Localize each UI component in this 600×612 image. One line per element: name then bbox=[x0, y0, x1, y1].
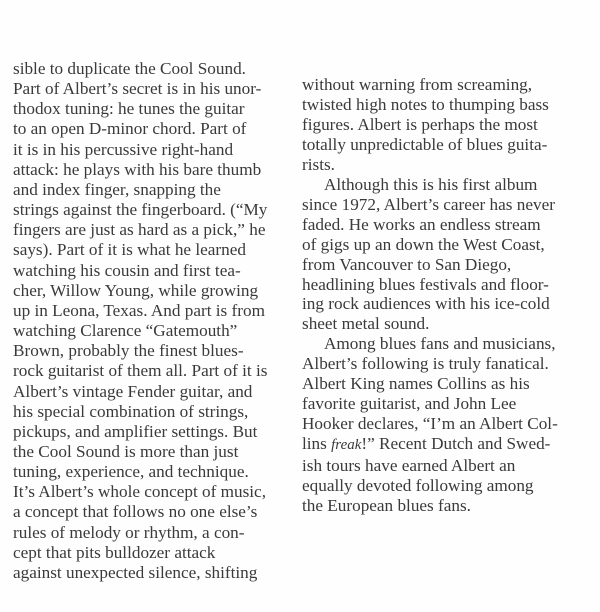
text-segment: a concept that follows no one else’s bbox=[13, 502, 258, 522]
text-line bbox=[13, 220, 267, 240]
text-segment: ing rock audiences with his ice-cold bbox=[302, 294, 550, 314]
text-line bbox=[302, 275, 558, 295]
text-line bbox=[302, 115, 558, 135]
text-line bbox=[302, 155, 558, 175]
text-line bbox=[13, 99, 267, 119]
text-segment: Brown, probably the finest blues- bbox=[13, 341, 244, 361]
text-segment: cher, Willow Young, while growing bbox=[13, 280, 259, 300]
text-line bbox=[13, 281, 267, 301]
text-segment: fingers are just as hard as a pick,” he bbox=[13, 220, 266, 240]
text-segment: It’s Albert’s whole concept of music, bbox=[13, 482, 266, 502]
text-line bbox=[13, 59, 267, 79]
text-line bbox=[13, 301, 267, 321]
text-segment: says). Part of it is what he learned bbox=[13, 240, 246, 260]
text-segment: attack: he plays with his bare thumb bbox=[13, 159, 262, 179]
text-segment: the European blues fans. bbox=[302, 496, 471, 516]
text-line bbox=[302, 235, 558, 255]
text-segment: equally devoted following among bbox=[302, 476, 534, 496]
text-segment: sheet metal sound. bbox=[302, 314, 430, 334]
text-segment: watching his cousin and first tea- bbox=[13, 260, 241, 280]
text-segment: sible to duplicate the Cool Sound. bbox=[13, 59, 246, 78]
text-segment: Albert’s following is truly fanatical. bbox=[302, 354, 549, 374]
text-segment: Albert’s vintage Fender guitar, and bbox=[13, 381, 253, 401]
text-line bbox=[302, 414, 558, 434]
text-segment: figures. Albert is perhaps the most bbox=[302, 114, 538, 134]
text-line bbox=[302, 394, 558, 414]
text-segment: from Vancouver to San Diego, bbox=[302, 254, 512, 274]
text-line bbox=[13, 79, 267, 99]
text-line bbox=[302, 374, 558, 394]
text-segment: totally unpredictable of blues guita- bbox=[302, 134, 548, 154]
text-segment: Hooker declares, “I’m an Albert Col- bbox=[302, 414, 558, 434]
text-line bbox=[13, 341, 267, 361]
text-segment: rock guitarist of them all. Part of it is bbox=[13, 361, 268, 381]
text-segment: his special combination of strings, bbox=[13, 401, 249, 421]
text-segment: to an open D-minor chord. Part of bbox=[13, 119, 247, 139]
text-segment: the Cool Sound is more than just bbox=[13, 441, 239, 461]
text-segment: twisted high notes to thumping bass bbox=[302, 94, 549, 114]
text-line bbox=[302, 75, 558, 95]
text-line bbox=[13, 543, 267, 563]
text-segment: !” Recent Dutch and Swed- bbox=[361, 434, 551, 454]
text-segment: headlining blues festivals and floor- bbox=[302, 274, 549, 294]
text-segment: of gigs up an down the West Coast, bbox=[302, 234, 545, 254]
text-line bbox=[13, 482, 267, 502]
italic-text: freak bbox=[331, 437, 362, 454]
text-line bbox=[302, 294, 558, 314]
text-line bbox=[13, 140, 267, 160]
text-line bbox=[13, 502, 267, 522]
text-line bbox=[302, 314, 558, 334]
text-segment: Albert King names Collins as his bbox=[302, 374, 530, 394]
text-line bbox=[13, 402, 267, 422]
text-line bbox=[13, 382, 267, 402]
text-segment: Among blues fans and musicians, bbox=[324, 334, 556, 354]
text-segment: without warning from screaming, bbox=[302, 75, 533, 94]
text-segment: cept that pits bulldozer attack bbox=[13, 542, 216, 562]
text-line bbox=[302, 175, 558, 195]
text-line bbox=[13, 240, 267, 260]
text-segment: up in Leona, Texas. And part is from bbox=[13, 300, 265, 320]
text-line bbox=[13, 442, 267, 462]
text-segment: lins bbox=[302, 434, 332, 454]
text-segment: watching Clarence “Gatemouth” bbox=[13, 321, 238, 341]
text-segment: tuning, experience, and technique. bbox=[13, 462, 249, 482]
text-segment: it is in his percussive right-hand bbox=[13, 139, 234, 159]
text-line bbox=[13, 422, 267, 442]
text-segment: favorite guitarist, and John Lee bbox=[302, 394, 517, 414]
text-line bbox=[13, 180, 267, 200]
text-line bbox=[302, 95, 558, 115]
text-line bbox=[13, 119, 267, 139]
text-line bbox=[302, 215, 558, 235]
text-line bbox=[13, 261, 267, 281]
text-segment: against unexpected silence, shifting bbox=[13, 562, 258, 582]
text-segment: thodox tuning: he tunes the guitar bbox=[13, 99, 245, 119]
text-segment: Although this is his first album bbox=[324, 174, 538, 194]
text-line bbox=[13, 321, 267, 341]
text-line bbox=[13, 563, 267, 583]
text-line bbox=[13, 462, 267, 482]
text-line bbox=[302, 255, 558, 275]
text-segment: Part of Albert’s secret is in his unor- bbox=[13, 79, 262, 99]
text-line bbox=[13, 160, 267, 180]
text-line bbox=[302, 334, 558, 354]
text-line bbox=[302, 434, 558, 456]
text-line bbox=[302, 135, 558, 155]
left-text-column bbox=[13, 59, 267, 583]
right-text-column bbox=[302, 75, 558, 516]
text-line bbox=[302, 476, 558, 496]
text-line bbox=[13, 523, 267, 543]
text-line bbox=[302, 496, 558, 516]
text-segment: rules of melody or rhythm, a con- bbox=[13, 522, 245, 542]
text-line bbox=[302, 354, 558, 374]
text-line bbox=[13, 361, 267, 381]
text-line bbox=[302, 195, 558, 215]
text-segment: ish tours have earned Albert an bbox=[302, 456, 516, 476]
text-line bbox=[13, 200, 267, 220]
text-segment: faded. He works an endless stream bbox=[302, 214, 541, 234]
text-segment: since 1972, Albert’s career has never bbox=[302, 194, 555, 214]
text-line bbox=[302, 456, 558, 476]
text-segment: pickups, and amplifier settings. But bbox=[13, 421, 258, 441]
text-segment: and index finger, snapping the bbox=[13, 179, 221, 199]
text-segment: rists. bbox=[302, 154, 335, 174]
text-segment: strings against the fingerboard. (“My bbox=[13, 200, 268, 220]
